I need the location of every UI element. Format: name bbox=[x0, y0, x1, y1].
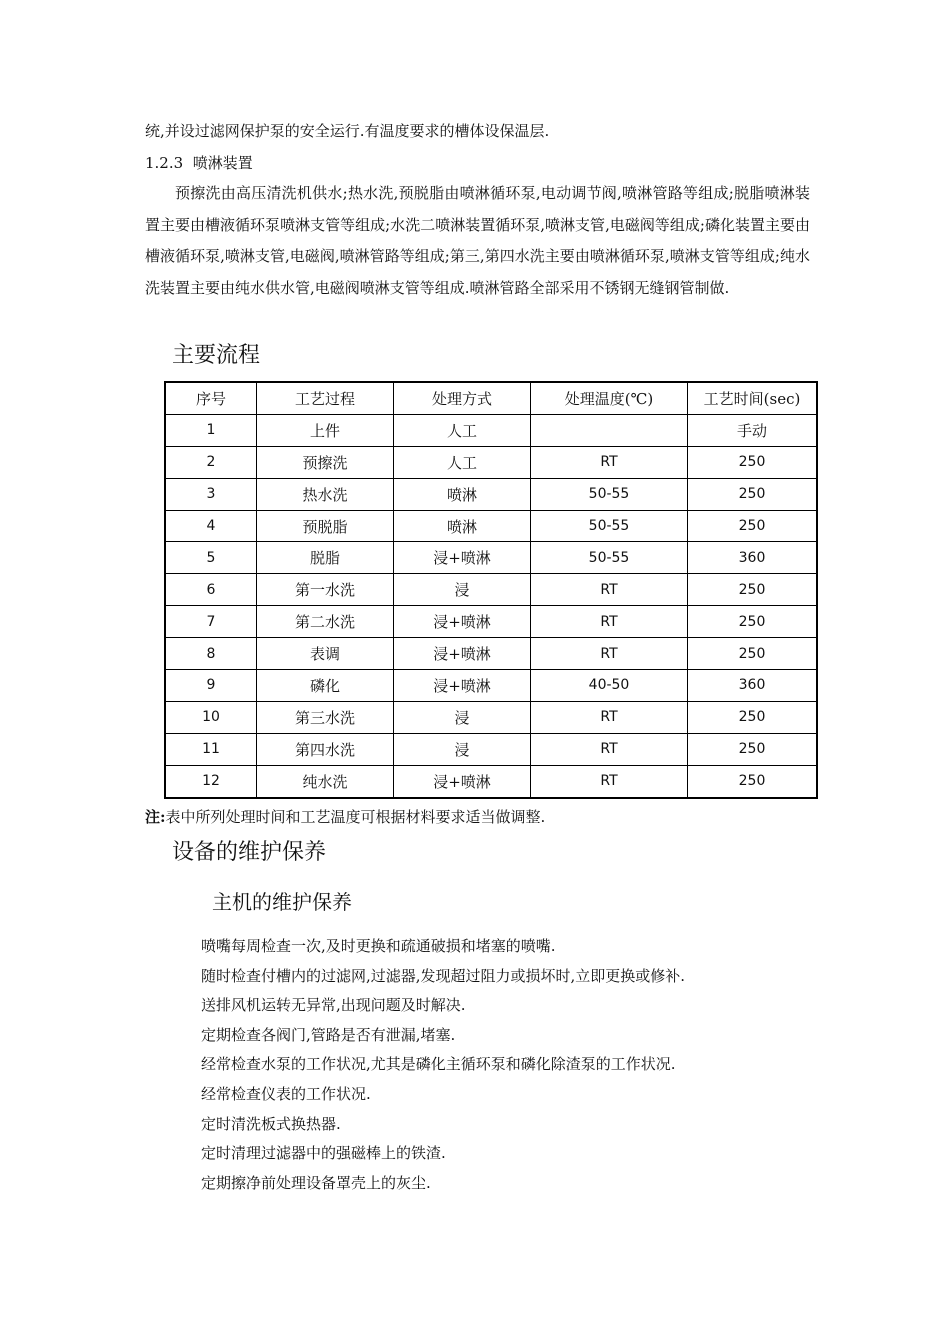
list-item: 随时检查付槽内的过滤网,过滤器,发现超过阻力或损坏时,立即更换或修补. bbox=[201, 966, 686, 985]
table-cell: 11 bbox=[165, 733, 257, 765]
table-row bbox=[165, 574, 817, 606]
table-cell: 预脱脂 bbox=[257, 510, 394, 542]
table-cell: 喷淋 bbox=[394, 510, 531, 542]
table-cell: RT bbox=[531, 446, 688, 478]
table-cell: 浸+喷淋 bbox=[394, 670, 531, 702]
table-cell: 浸+喷淋 bbox=[394, 542, 531, 574]
table-cell: 250 bbox=[688, 478, 818, 510]
table-cell: 脱脂 bbox=[257, 542, 394, 574]
intro-line: 统,并设过滤网保护泵的安全运行.有温度要求的槽体设保温层. bbox=[145, 122, 550, 140]
header-cell: 工艺时间(sec) bbox=[688, 382, 818, 414]
table-cell: 5 bbox=[165, 542, 257, 574]
table-cell: 250 bbox=[688, 701, 818, 733]
list-item: 喷嘴每周检查一次,及时更换和疏通破损和堵塞的喷嘴. bbox=[201, 937, 556, 955]
table-cell: 360 bbox=[688, 542, 818, 574]
table-cell: 250 bbox=[688, 510, 818, 542]
list-item: 经常检查水泵的工作状况,尤其是磷化主循环泵和磷化除渣泵的工作状况. bbox=[201, 1055, 676, 1074]
table-cell: 8 bbox=[165, 638, 257, 670]
table-row bbox=[165, 733, 817, 765]
list-item: 定时清理过滤器中的强磁棒上的铁渣. bbox=[201, 1144, 446, 1163]
table-cell: RT bbox=[531, 638, 688, 670]
table-cell: RT bbox=[531, 765, 688, 797]
table-cell: RT bbox=[531, 574, 688, 606]
table-cell: 浸 bbox=[394, 733, 531, 765]
table-note bbox=[145, 806, 545, 827]
table-cell: 浸+喷淋 bbox=[394, 638, 531, 670]
table-cell: 12 bbox=[165, 765, 257, 797]
table-row bbox=[165, 638, 817, 670]
table-cell: 250 bbox=[688, 606, 818, 638]
table-cell: 9 bbox=[165, 670, 257, 702]
table-body bbox=[165, 414, 817, 797]
table-cell: 250 bbox=[688, 733, 818, 765]
header-cell: 序号 bbox=[165, 382, 257, 414]
table-cell: 50-55 bbox=[531, 542, 688, 574]
list-item: 经常检查仪表的工作状况. bbox=[201, 1084, 371, 1103]
list-item: 送排风机运转无异常,出现问题及时解决. bbox=[201, 996, 466, 1015]
table-cell: 40-50 bbox=[531, 670, 688, 702]
list-item: 定期擦净前处理设备罩壳上的灰尘. bbox=[201, 1173, 431, 1192]
table-cell: 浸 bbox=[394, 574, 531, 606]
table-cell: 人工 bbox=[394, 446, 531, 478]
header-cell: 处理方式 bbox=[394, 382, 531, 414]
table-cell: 第一水洗 bbox=[257, 574, 394, 606]
table-cell: 磷化 bbox=[257, 670, 394, 702]
table-cell: 3 bbox=[165, 478, 257, 510]
table-row bbox=[165, 414, 817, 446]
table-cell: 手动 bbox=[688, 414, 818, 446]
table-cell: 2 bbox=[165, 446, 257, 478]
table-row bbox=[165, 670, 817, 702]
process-heading: 主要流程 bbox=[172, 343, 261, 368]
note-text: 表中所列处理时间和工艺温度可根据材料要求适当做调整. bbox=[165, 808, 546, 826]
spray-paragraph-text: 预擦洗由高压清洗机供水;热水洗,预脱脂由喷淋循环泵,电动调节阀,喷淋管路等组成;脱脂喷淋装置主要由槽液循环泵喷淋支管等组成;水洗二喷淋装置循环泵,喷淋支管,电磁阀等组成;磷化装置主要由槽液循环泵,喷淋支管,电磁阀,喷淋管路等组成;第三,第四水洗主要由喷淋循环泵,喷淋支管等组成;纯水洗装置主要由纯水供水管,电磁阀喷淋支管等组成.喷淋管路全部采用不锈钢无缝钢管制做. bbox=[145, 184, 810, 297]
section-title: 喷淋装置 bbox=[192, 154, 253, 172]
table-row bbox=[165, 606, 817, 638]
table-cell: 喷淋 bbox=[394, 478, 531, 510]
table-cell: 1 bbox=[165, 414, 257, 446]
table-cell: 预擦洗 bbox=[257, 446, 394, 478]
table-cell: 4 bbox=[165, 510, 257, 542]
spray-paragraph bbox=[145, 178, 810, 304]
table-cell: 表调 bbox=[257, 638, 394, 670]
table-row bbox=[165, 542, 817, 574]
table-cell: 250 bbox=[688, 638, 818, 670]
section-heading bbox=[145, 152, 253, 173]
table-cell: 纯水洗 bbox=[257, 765, 394, 797]
table-cell: 6 bbox=[165, 574, 257, 606]
table-row bbox=[165, 701, 817, 733]
header-cell: 工艺过程 bbox=[257, 382, 394, 414]
section-number: 1.2.3 bbox=[145, 154, 184, 172]
table-cell: 热水洗 bbox=[257, 478, 394, 510]
list-item: 定期检查各阀门,管路是否有泄漏,堵塞. bbox=[201, 1025, 456, 1044]
table-cell: 250 bbox=[688, 574, 818, 606]
table-cell: RT bbox=[531, 733, 688, 765]
process-table bbox=[164, 381, 818, 799]
table-cell: RT bbox=[531, 606, 688, 638]
table-cell: 250 bbox=[688, 446, 818, 478]
note-prefix: 注: bbox=[145, 808, 166, 826]
table-cell: 第三水洗 bbox=[257, 701, 394, 733]
table-cell: 上件 bbox=[257, 414, 394, 446]
table-cell: 浸 bbox=[394, 701, 531, 733]
table-cell: 第二水洗 bbox=[257, 606, 394, 638]
table-cell: 第四水洗 bbox=[257, 733, 394, 765]
table-cell: 人工 bbox=[394, 414, 531, 446]
table-cell: 浸+喷淋 bbox=[394, 765, 531, 797]
table-cell: 250 bbox=[688, 765, 818, 797]
list-item: 定时清洗板式换热器. bbox=[201, 1114, 341, 1133]
table-cell: 50-55 bbox=[531, 510, 688, 542]
table-cell: 浸+喷淋 bbox=[394, 606, 531, 638]
table-cell: 50-55 bbox=[531, 478, 688, 510]
table-header-row bbox=[165, 382, 817, 414]
host-maintenance-heading: 主机的维护保养 bbox=[212, 890, 352, 914]
table-row bbox=[165, 765, 817, 797]
table-cell: 10 bbox=[165, 701, 257, 733]
table-row bbox=[165, 510, 817, 542]
header-cell: 处理温度(℃) bbox=[531, 382, 688, 414]
table-row bbox=[165, 446, 817, 478]
table-cell: RT bbox=[531, 701, 688, 733]
table-cell bbox=[531, 414, 688, 446]
maintenance-list bbox=[201, 932, 685, 1198]
table-cell: 7 bbox=[165, 606, 257, 638]
table-row bbox=[165, 478, 817, 510]
maintenance-heading: 设备的维护保养 bbox=[172, 840, 327, 865]
table-cell: 360 bbox=[688, 670, 818, 702]
